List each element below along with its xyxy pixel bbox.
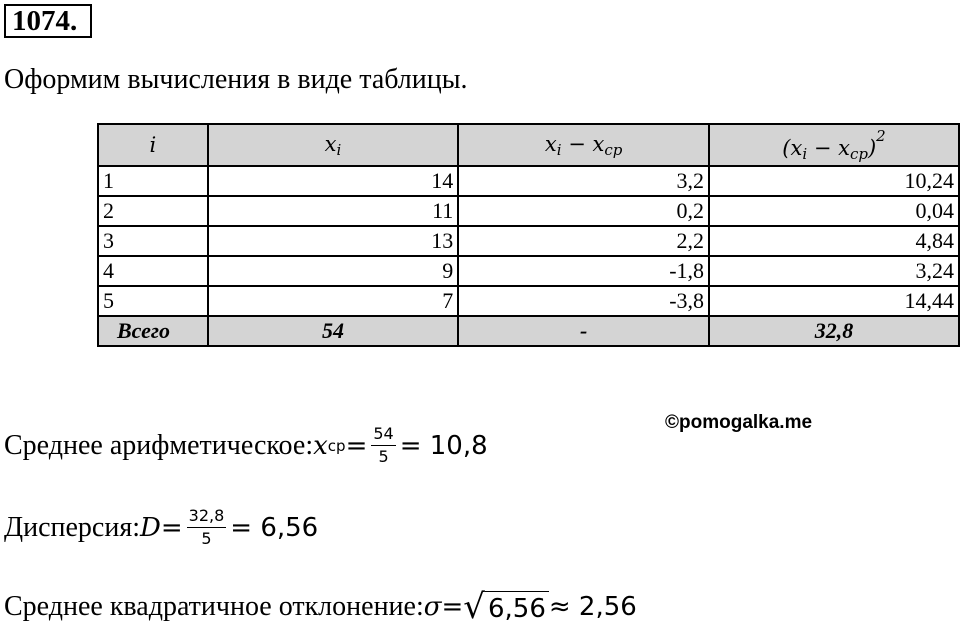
cell-x: 9 bbox=[208, 256, 459, 286]
calculation-table bbox=[97, 123, 960, 347]
mean-label: Среднее арифметическое: bbox=[4, 429, 314, 461]
table-header-row bbox=[98, 124, 959, 166]
cell-i: 4 bbox=[98, 256, 208, 286]
variance-fraction: $\frac{32,8}{5}$ bbox=[188, 506, 225, 548]
table-row bbox=[98, 226, 959, 256]
sqrt-symbol: √ 6,56 bbox=[463, 590, 549, 624]
mean-fraction: $\frac{54}{5}$ bbox=[373, 424, 394, 466]
header-deviation: $x_i - x_{ср}$ bbox=[458, 124, 709, 166]
cell-i: 5 bbox=[98, 286, 208, 316]
cell-squared: 4,84 bbox=[709, 226, 959, 256]
cell-i: 1 bbox=[98, 166, 208, 196]
mean-expression: x cp = $\frac{54}{5}$ = 10,8 bbox=[313, 424, 488, 466]
total-deviation: - bbox=[458, 316, 709, 346]
table-row bbox=[98, 256, 959, 286]
header-xi: $x_i$ bbox=[208, 124, 459, 166]
stddev-formula bbox=[4, 587, 637, 627]
header-squared-deviation: $(x_i - x_{ср})^2$ bbox=[709, 124, 959, 166]
total-x: 54 bbox=[208, 316, 459, 346]
cell-deviation: 0,2 bbox=[458, 196, 709, 226]
variance-label: Дисперсия: bbox=[4, 511, 140, 543]
intro-text: Оформим вычисления в виде таблицы. bbox=[4, 64, 468, 95]
cell-x: 14 bbox=[208, 166, 459, 196]
cell-x: 7 bbox=[208, 286, 459, 316]
total-squared: 32,8 bbox=[709, 316, 959, 346]
header-i: i bbox=[98, 124, 208, 166]
cell-squared: 14,44 bbox=[709, 286, 959, 316]
table-total-row bbox=[98, 316, 959, 346]
table-row bbox=[98, 196, 959, 226]
problem-number: 1074. bbox=[4, 4, 92, 38]
watermark: ©pomogalka.me bbox=[665, 412, 813, 433]
cell-squared: 3,24 bbox=[709, 256, 959, 286]
total-label: Всего bbox=[98, 316, 208, 346]
variance-expression: D = $\frac{32,8}{5}$ = 6,56 bbox=[140, 506, 319, 548]
radical-icon: √ bbox=[463, 587, 485, 627]
table-row bbox=[98, 166, 959, 196]
cell-deviation: -1,8 bbox=[458, 256, 709, 286]
mean-formula bbox=[4, 425, 488, 466]
table-row bbox=[98, 286, 959, 316]
cell-i: 3 bbox=[98, 226, 208, 256]
cell-x: 13 bbox=[208, 226, 459, 256]
cell-deviation: 3,2 bbox=[458, 166, 709, 196]
cell-squared: 10,24 bbox=[709, 166, 959, 196]
cell-deviation: -3,8 bbox=[458, 286, 709, 316]
stddev-expression: σ = √ 6,56 ≈ 2,56 bbox=[423, 587, 637, 627]
variance-formula bbox=[4, 507, 318, 548]
cell-squared: 0,04 bbox=[709, 196, 959, 226]
cell-deviation: 2,2 bbox=[458, 226, 709, 256]
cell-x: 11 bbox=[208, 196, 459, 226]
stddev-label: Среднее квадратичное отклонение: bbox=[4, 591, 424, 622]
cell-i: 2 bbox=[98, 196, 208, 226]
